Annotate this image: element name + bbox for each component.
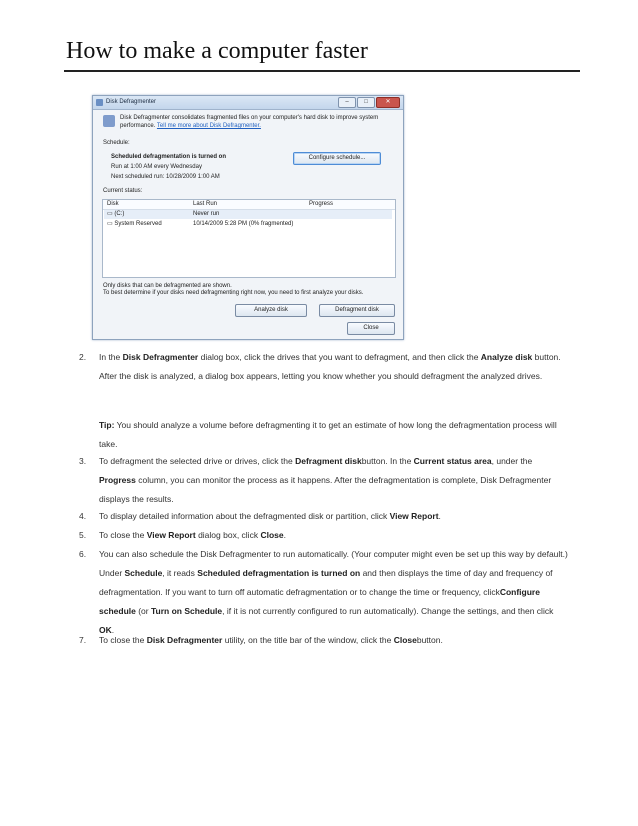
defrag-disk-icon	[103, 115, 115, 127]
tip-paragraph	[99, 416, 569, 454]
schedule-label: Schedule:	[103, 140, 130, 146]
step-6-text: (or	[135, 606, 151, 616]
step-6-bold: Configure schedule	[99, 587, 540, 616]
step-5-text: .	[283, 530, 286, 540]
step-7-text: To close the	[99, 635, 147, 645]
tip-text: You should analyze a volume before defragmenting it to get an estimate of how long the defragmentation process will take.	[99, 420, 557, 449]
step-number: 6.	[79, 549, 87, 559]
step-5-bold: Close	[260, 530, 284, 540]
disk-name: System Reserved	[114, 221, 162, 227]
dialog-titlebar	[93, 96, 403, 110]
defragment-disk-button[interactable]: Defragment disk	[319, 304, 395, 317]
step-number: 2.	[79, 352, 87, 362]
step-4-text: To display detailed information about the defragmented disk or partition, click	[99, 511, 390, 521]
note-line-2: To best determine if your disks need defragmenting right now, you need to first analyze your disks.	[103, 290, 364, 296]
step-3-text: button. In the	[361, 456, 414, 466]
step-text	[99, 452, 569, 509]
row-selection-highlight	[104, 210, 392, 219]
column-last-run[interactable]: Last Run	[193, 201, 218, 207]
dialog-intro	[120, 114, 390, 130]
drive-icon: ▭	[107, 211, 115, 217]
step-number: 3.	[79, 456, 87, 466]
step-2-text: In the	[99, 352, 123, 362]
step-4-text: .	[438, 511, 441, 521]
step-6-text: .	[111, 625, 115, 635]
step-2-bold: Disk Defragmenter	[122, 352, 199, 362]
step-4-bold: View Report	[389, 511, 439, 521]
schedule-next: Next scheduled run: 10/28/2009 1:00 AM	[111, 174, 220, 180]
step-7-text: utility, on the title bar of the window, click the	[222, 635, 394, 645]
schedule-status: Scheduled defragmentation is turned on	[111, 154, 227, 160]
intro-text: Disk Defragmenter consolidates fragmented files on your computer's hard disk to improve system performance.	[120, 115, 379, 129]
defragmenter-app-icon	[96, 99, 103, 106]
step-text	[99, 545, 569, 640]
step-text	[99, 526, 569, 545]
step-text	[99, 348, 569, 386]
disk-list-header	[103, 200, 395, 210]
step-text	[99, 631, 569, 650]
step-7-bold: Close	[393, 635, 417, 645]
disk-name: (C:)	[114, 211, 125, 217]
disk-list[interactable]	[102, 199, 396, 278]
tip-label: Tip:	[99, 420, 115, 430]
step-6-text: , it reads	[162, 568, 198, 578]
step-3-bold: Current status area	[413, 456, 492, 466]
current-status-label: Current status:	[103, 188, 143, 194]
step-6-text: , if it is not currently configured to run automatically). Change the settings, and then click	[222, 606, 554, 616]
step-5-text: dialog box, click	[195, 530, 261, 540]
step-3-text: , under the	[491, 456, 533, 466]
window-controls	[338, 97, 400, 108]
step-6-bold: Scheduled defragmentation is turned on	[197, 568, 361, 578]
column-progress[interactable]: Progress	[309, 201, 334, 207]
column-disk[interactable]: Disk	[107, 201, 119, 207]
close-button[interactable]: Close	[347, 322, 395, 335]
dialog-note	[103, 283, 393, 297]
dialog-title: Disk Defragmenter	[106, 99, 157, 105]
analyze-disk-button[interactable]: Analyze disk	[235, 304, 307, 317]
disk-last-run: Never run	[193, 211, 220, 217]
disk-last-run: 10/14/2009 5:28 PM (0% fragmented)	[193, 221, 294, 227]
step-3-bold: Progress	[99, 475, 136, 485]
step-6-text: You can also schedule the Disk Defragmenter to run automatically. (Your computer might even be set up this way by default.) Under	[99, 549, 568, 578]
step-number: 7.	[79, 635, 87, 645]
step-2-bold: Analyze disk	[480, 352, 533, 362]
title-rule	[64, 70, 580, 72]
maximize-icon[interactable]: □	[357, 97, 375, 108]
step-5-bold: View Report	[146, 530, 196, 540]
step-6-bold: Turn on Schedule	[150, 606, 223, 616]
step-6-bold: Schedule	[124, 568, 163, 578]
tell-me-more-link[interactable]: Tell me more about Disk Defragmenter.	[156, 123, 261, 129]
step-number: 5.	[79, 530, 87, 540]
step-2-text: dialog box, click the drives that you want to defragment, and then click the	[198, 352, 481, 362]
step-6-bold: OK	[99, 625, 112, 635]
step-7-bold: Disk Defragmenter	[146, 635, 223, 645]
step-3-text: To defragment the selected drive or drives, click the	[99, 456, 296, 466]
note-line-1: Only disks that can be defragmented are shown.	[103, 283, 232, 289]
page-title: How to make a computer faster	[66, 38, 368, 64]
schedule-run: Run at 1:00 AM every Wednesday	[111, 164, 202, 170]
disk-row-system-reserved[interactable]	[107, 220, 162, 229]
step-text	[99, 507, 569, 526]
disk-defragmenter-screenshot	[92, 95, 404, 340]
step-5-text: To close the	[99, 530, 147, 540]
step-2-text: button. After the disk is analyzed, a dialog box appears, letting you know whether you should defragment the analyzed drives.	[99, 352, 561, 381]
configure-schedule-button[interactable]: Configure schedule...	[293, 152, 381, 165]
step-number: 4.	[79, 511, 87, 521]
step-3-bold: Defragment disk	[295, 456, 362, 466]
close-icon[interactable]: ✕	[376, 97, 400, 108]
schedule-section	[103, 152, 393, 190]
step-7-text: button.	[416, 635, 443, 645]
step-6-text: and then displays the time of day and frequency of defragmentation. If you want to turn off automatic defragmentation or to change the time or frequency, click	[99, 568, 553, 597]
step-3-text: column, you can monitor the process as it happens. After the defragmentation is complete, Disk Defragmenter displays the results.	[99, 475, 552, 504]
minimize-icon[interactable]: –	[338, 97, 356, 108]
disk-row-c[interactable]	[107, 210, 124, 219]
drive-icon: ▭	[107, 221, 115, 227]
